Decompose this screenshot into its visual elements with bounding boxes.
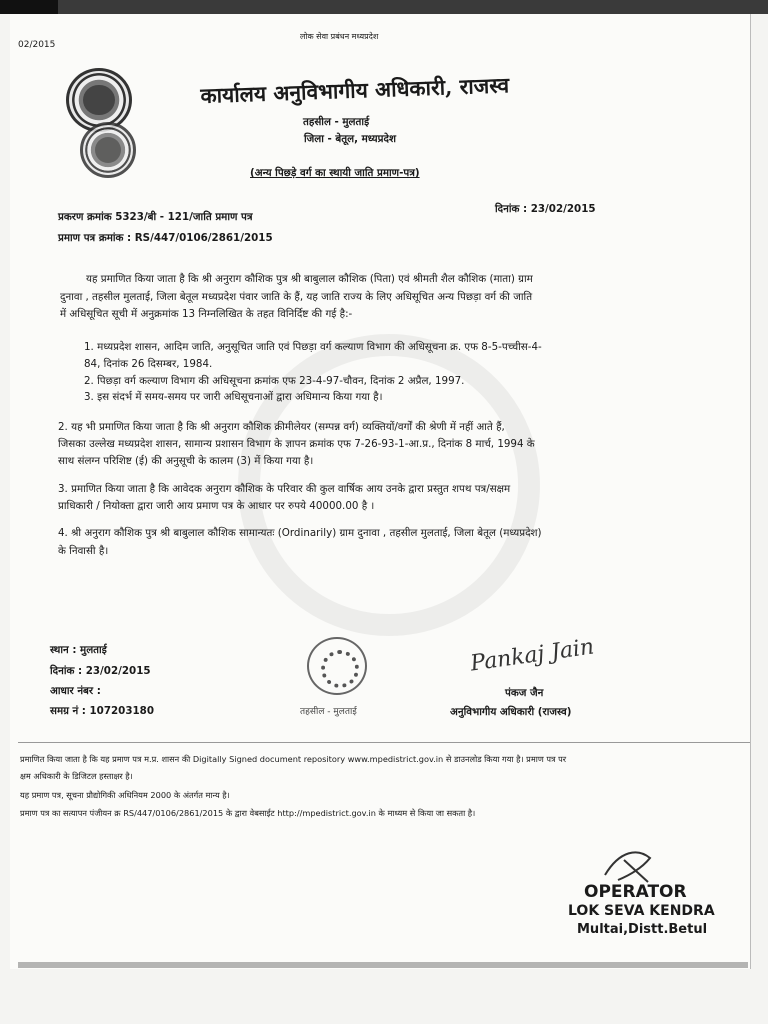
case-number: प्रकरण क्रमांक 5323/बी - 121/जाति प्रमाण पत्र xyxy=(58,211,253,223)
footer-divider xyxy=(18,742,750,743)
stamp-label: तहसील - मुलताई xyxy=(300,707,357,717)
tehsil-line: तहसील - मुलताई xyxy=(303,116,370,128)
list-item-1-line2: 84, दिनांक 26 दिसम्बर, 1984. xyxy=(84,358,213,370)
para2-line1: 2. यह भी प्रमाणित किया जाता है कि श्री अनुराग कौशिक क्रीमीलेयर (सम्पन्न वर्ग) व्यक्तियों/वर्गों की श्रेणी में नहीं आते हैं, xyxy=(58,421,505,433)
emblem-seal-bottom xyxy=(80,122,136,178)
footer-samagra: समग्र नं : 107203180 xyxy=(50,705,154,717)
note-4: प्रमाण पत्र का सत्यापन पंजीयन क्र RS/447/0106/2861/2015 के द्वारा वेबसाईट http://mpedistrict.gov.in के माध्यम से किया जा सकता है। xyxy=(20,808,476,818)
operator-title: OPERATOR xyxy=(584,882,687,902)
note-3: यह प्रमाण पत्र, सूचना प्रौद्योगिकी अधिनियम 2000 के अंतर्गत मान्य है। xyxy=(20,790,230,800)
para2-line2: जिसका उल्लेख मध्यप्रदेश शासन, सामान्य प्रशासन विभाग के ज्ञापन क्रमांक एफ 7-26-93-1-आ.प्र., दिनांक 8 मार्च, 1994 के xyxy=(58,438,535,450)
footer-place: स्थान : मुलताई xyxy=(50,644,107,656)
operator-location: Multai,Distt.Betul xyxy=(577,922,708,937)
para4-line1: 4. श्री अनुराग कौशिक पुत्र श्री बाबुलाल कौशिक सामान्यतः (Ordinarily) ग्राम दुनावा , तहसील मुलताई, जिला बेतूल (मध्यप्रदेश) xyxy=(58,527,542,539)
scan-top-edge xyxy=(0,0,768,14)
officer-name: पंकज जैन xyxy=(505,687,544,699)
certificate-number: प्रमाण पत्र क्रमांक : RS/447/0106/2861/2015 xyxy=(58,232,273,244)
para3-line2: प्राधिकारी / नियोक्ता द्वारा जारी आय प्रमाण पत्र के आधार पर रुपये 40000.00 है । xyxy=(58,500,375,512)
page-date: 02/2015 xyxy=(18,40,56,50)
issue-date: दिनांक : 23/02/2015 xyxy=(495,203,596,215)
page-bottom-edge xyxy=(18,962,748,968)
list-item-1-line1: 1. मध्यप्रदेश शासन, आदिम जाति, अनुसूचित जाति एवं पिछड़ा वर्ग कल्याण विभाग की अधिसूचना क्र. एफ 8-5-पच्चीस-4- xyxy=(84,341,542,353)
operator-signature-mark xyxy=(600,840,660,888)
top-center-text: लोक सेवा प्रबंधन मध्यप्रदेश xyxy=(300,32,379,41)
officer-signature: Pankaj Jain xyxy=(468,634,596,677)
list-item-3: 3. इस संदर्भ में समय-समय पर जारी अधिसूचनाओं द्वारा अधिमान्य किया गया है। xyxy=(84,391,383,403)
note-1: प्रमाणित किया जाता है कि यह प्रमाण पत्र म.प्र. शासन की Digitally Signed document repository www.mpedistrict.gov.in से डाउनलोड किया गया है। प्रमाण पत्र पर xyxy=(20,754,567,764)
list-item-2: 2. पिछड़ा वर्ग कल्याण विभाग की अधिसूचना क्रमांक एफ 23-4-97-चौवन, दिनांक 2 अप्रैल, 1997. xyxy=(84,375,465,387)
office-title: कार्यालय अनुविभागीय अधिकारी, राजस्व xyxy=(200,72,510,108)
district-line: जिला - बेतूल, मध्यप्रदेश xyxy=(304,133,396,145)
para3-line1: 3. प्रमाणित किया जाता है कि आवेदक अनुराग कौशिक के परिवार की कुल वार्षिक आय उनके द्वारा प्रस्तुत शपथ पत्र/सक्षम xyxy=(58,483,511,495)
para1-line2: दुनावा , तहसील मुलताई, जिला बेतूल मध्यप्रदेश पंवार जाति के हैं, यह जाति राज्य के लिए अधिसूचित अन्य पिछड़ा वर्ग की जाति xyxy=(60,291,533,303)
footer-aadhaar: आधार नंबर : xyxy=(50,685,101,697)
para1-line3: में अधिसूचित सूची में अनुक्रमांक 13 निम्नलिखित के तहत विनिर्दिष्ट की गई है:- xyxy=(60,308,353,320)
scan-corner xyxy=(0,0,58,14)
para2-line3: साथ संलग्न परिशिष्ट (ई) की अनुसूची के कालम (3) में किया गया है। xyxy=(58,455,314,467)
note-2: क्षम अधिकारी के डिजिटल हस्ताक्षर है। xyxy=(20,771,133,781)
para4-line2: के निवासी है। xyxy=(58,545,109,557)
footer-date: दिनांक : 23/02/2015 xyxy=(50,665,151,677)
officer-title: अनुविभागीय अधिकारी (राजस्व) xyxy=(450,706,572,718)
operator-org: LOK SEVA KENDRA xyxy=(568,903,715,919)
certificate-title: (अन्य पिछड़े वर्ग का स्थायी जाति प्रमाण-पत्र) xyxy=(250,167,420,179)
para1-line1: यह प्रमाणित किया जाता है कि श्री अनुराग कौशिक पुत्र श्री बाबुलाल कौशिक (पिता) एवं श्रीमती शैल कौशिक (माता) ग्राम xyxy=(86,273,533,285)
tehsil-stamp xyxy=(307,637,367,695)
